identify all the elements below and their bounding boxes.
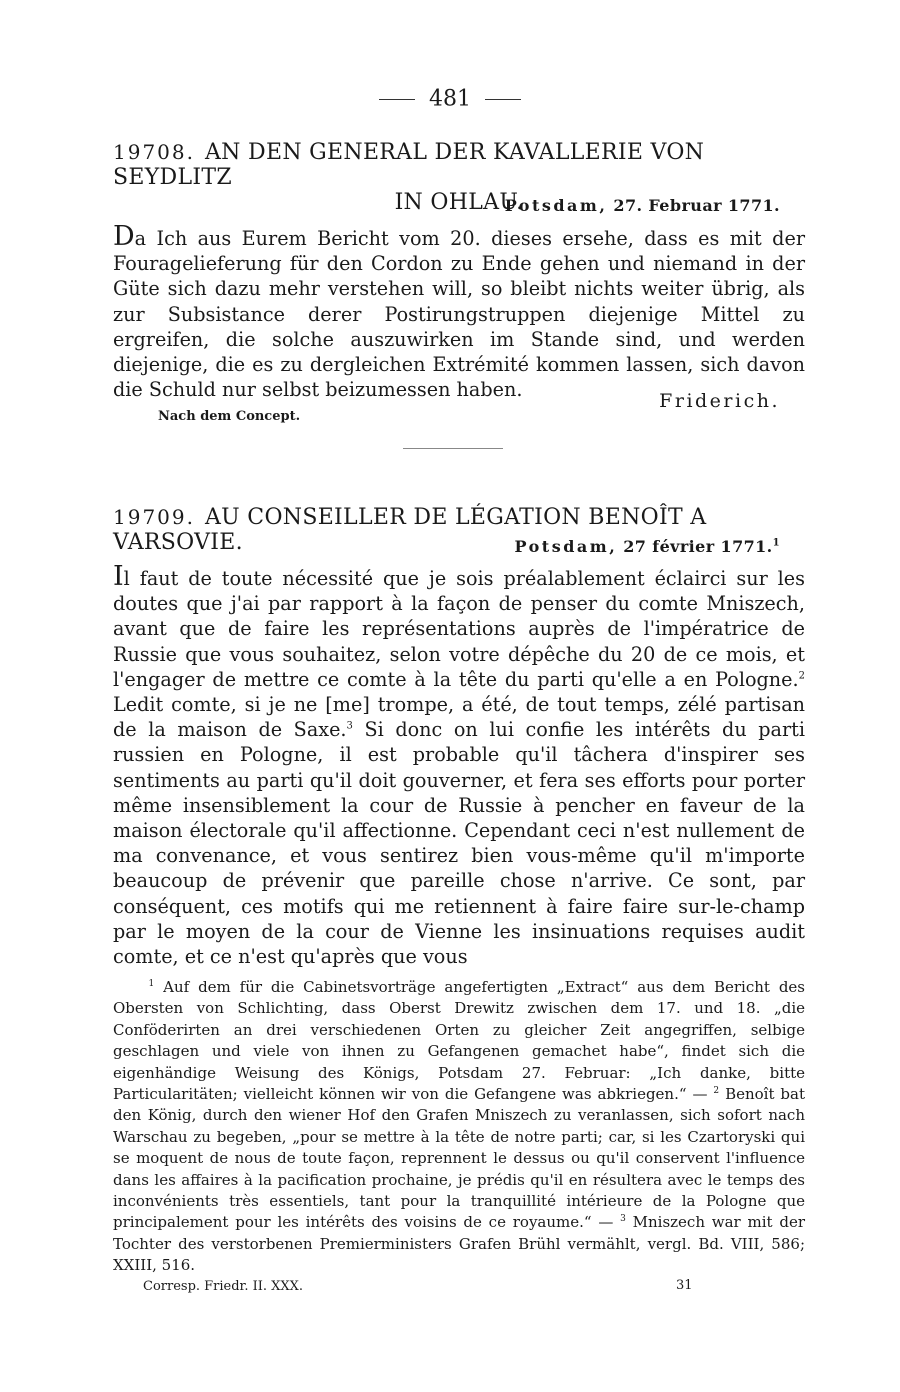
footer-series: Corresp. Friedr. II. XXX.	[143, 1279, 304, 1294]
footnote-ref: 1	[772, 537, 780, 549]
letter-number: 19709.	[113, 505, 195, 529]
header-rule-left	[379, 99, 415, 100]
footnote-marker: 1	[148, 979, 155, 989]
letter-body-19708	[113, 221, 805, 402]
letter-signature: Friderich.	[659, 390, 780, 412]
letter-place: Potsdam,	[514, 537, 618, 556]
footnote-text: Auf dem für die Cabinetsvorträge angefertigten „Extract“ aus dem Bericht des Obersten von Schlichting, dass Oberst Drewitz zwischen dem 17. und 18. „die Conföderirten an drei verschiedenen Orten zu gleicher Zeit angegriffen, selbige geschlagen und viele von ihnen zu Gefangenen gemachet habe“, findet sich die eigenhändige Weisung des Königs, Potsdam 27. Februar: „Ich danke, bitte Particularitäten; vielleicht können wir von die Gefangene was abkriegen.“ —	[113, 978, 805, 1104]
page-header	[0, 86, 900, 112]
footnote-ref: 3	[346, 720, 353, 732]
letter-place: Potsdam,	[504, 196, 608, 215]
drop-capital: I	[113, 561, 124, 592]
letter-title-line1: AU CONSEILLER DE LÉGATION BENOÎT A VARSOVIE.	[113, 505, 707, 555]
footnotes	[113, 977, 805, 1277]
letter-body-19709	[113, 561, 805, 969]
footnote-text: Mniszech war mit der Tochter des verstorbenen Premierministers Grafen Brühl vermählt, vergl. Bd. VIII, 586; XXIII, 516.	[113, 1213, 805, 1275]
letter-text: a Ich aus Eurem Bericht vom 20. dieses ersehe, dass es mit der Fouragelieferung für den Cordon zu Ende gehen und niemand in der Güte sich dazu mehr verstehen will, so bleibt nichts weiter übrig, als zur Subsistance derer Postirungstruppen diejenige Mittel zu ergreifen, die solche auszuwirken im Stande sind, und werden diejenige, die es zu dergleichen Extrémité kommen lassen, sich davon die Schuld nur selbst beizumessen haben.	[113, 227, 805, 402]
letter-text-part3: Si donc on lui confie les intérêts du parti russien en Pologne, il est probable qu'il tâchera d'inspirer ses sentiments au parti qu'il doit gouverner, et fera ses efforts pour porter même insensiblement la cour de Russie à pencher en faveur de la maison électorale qu'il affectionne. Cependant ceci n'est nullement de ma convenance, et vous sentirez bien vous-même qu'il m'importe beaucoup de prévenir que pareille chose n'arrive. Ce sont, par conséquent, ces motifs qui me retiennent à faire faire sur-le-champ par le moyen de la cour de Vienne les insinuations requises audit comte, et ce n'est qu'après que vous	[113, 718, 805, 969]
letter-dateline-19709	[515, 537, 780, 556]
footnote-marker: 3	[620, 1214, 626, 1225]
header-rule-right	[485, 99, 521, 100]
letter-text-part2: Ledit comte, si je ne [me] trompe, a été, de tout temps, zélé partisan de la maison de Saxe.	[113, 693, 805, 742]
letter-title-line2: IN OHLAU.	[394, 190, 524, 215]
drop-capital: D	[113, 221, 135, 252]
letter-title-line1: AN DEN GENERAL DER KAVALLERIE VON SEYDLITZ	[113, 140, 705, 190]
letter-dateline-19708	[505, 196, 780, 215]
letter-text-part1: l faut de toute nécessité que je sois préalablement éclairci sur les doutes que j'ai par rapport à la façon de penser du comte Mniszech, avant que de faire les représentations auprès de l'impératrice de Russie que vous souhaitez, selon votre dépêche du 20 de ce mois, et l'engager de mettre ce comte à la tête du parti qu'elle a en Pologne.	[113, 567, 805, 691]
letter-date: 27. Februar 1771.	[613, 196, 780, 215]
section-divider	[403, 448, 503, 449]
footer-signature-mark: 31	[676, 1278, 693, 1293]
footnote-ref: 2	[798, 670, 805, 682]
letter-source-note: Nach dem Concept.	[158, 409, 301, 424]
footnote-marker: 2	[713, 1086, 720, 1097]
page-number: 481	[429, 86, 471, 112]
letter-date: 27 février 1771.	[623, 537, 773, 556]
letter-number: 19708.	[113, 140, 195, 164]
footnote-text: Benoît bat den König, durch den wiener Hof den Grafen Mniszech zu veranlassen, sich sofort nach Warschau zu begeben, „pour se mettre à la tête de notre parti; car, si les Czartoryski qui se moquent de nous de toute façon, reprennent le dessus ou qu'il conservent l'influence dans les affaires à la pacification prochaine, je prédis qu'il en résultera avec le temps des inconvénients très essentiels, tant pour la tranquillité intérieure de la Pologne que principalement pour les intérêts des voisins de ce royaume.“ —	[113, 1085, 806, 1232]
